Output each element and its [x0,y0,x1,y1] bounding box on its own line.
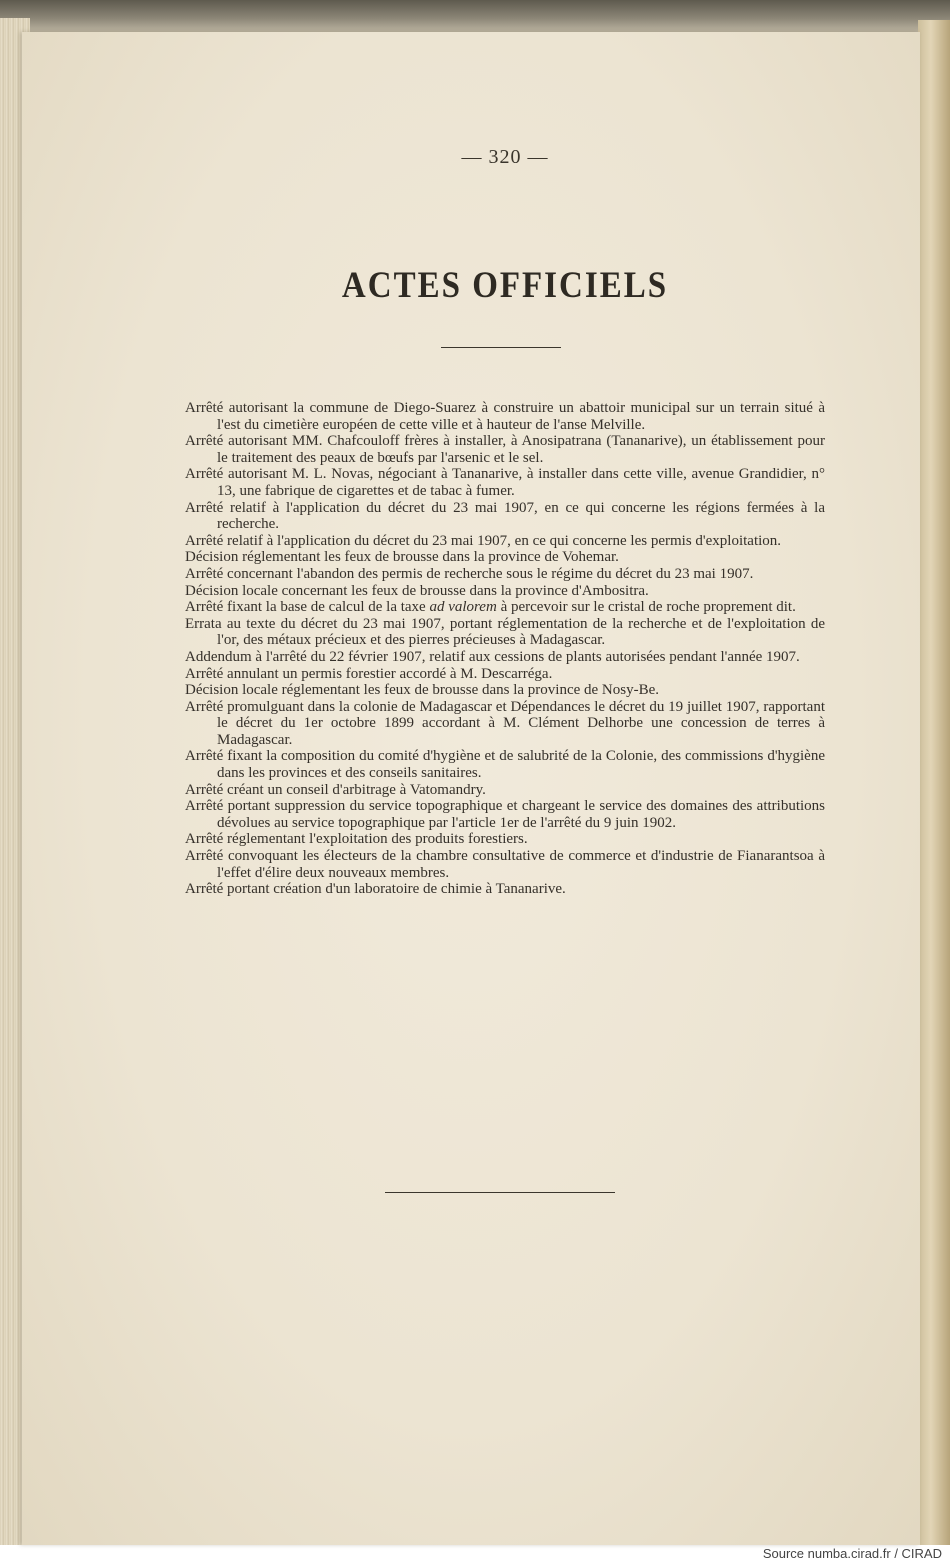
page-number: — 320 — [461,146,549,168]
act-entry: Arrêté fixant la composition du comité d'hygiène et de salubrité de la Colonie, des commissions d'hygiène dans les provinces et des conseils sanitaires. [185,748,825,782]
act-entry: Arrêté autorisant la commune de Diego-Suarez à construire un abattoir municipal sur un terrain situé à l'est du cimetière européen de cette ville et à hauteur de l'anse Melville. [185,400,825,433]
act-entry: Arrêté autorisant MM. Chafcouloff frères à installer, à Anosipatrana (Tananarive), un établissement pour le traitement des peaux de bœufs par l'arsenic et le sel. [185,433,825,466]
source-credit: Source numba.cirad.fr / CIRAD [762,1546,942,1561]
act-emphasis: ad valorem [429,599,497,616]
act-entry: Arrêté convoquant les électeurs de la chambre consultative de commerce et d'industrie de Fianarantsoa à l'effet d'élire deux nouveaux membres. [185,848,825,881]
act-entry: Décision locale réglementant les feux de brousse dans la province de Nosy-Be. [185,682,660,699]
act-entry: Addendum à l'arrêté du 22 février 1907, relatif aux cessions de plants autorisées pendant l'année 1907. [185,648,800,665]
act-entry: Arrêté portant création d'un laboratoire de chimie à Tananarive. [185,881,566,898]
act-entry: Décision réglementant les feux de brousse dans la province de Vohemar. [185,549,619,566]
title-divider [441,347,561,348]
act-entry: Arrêté promulguant dans la colonie de Madagascar et Dépendances le décret du 19 juillet 1907, rapportant le décret du 1er octobre 1899 accordant à M. Clément Delhorbe une concession de terres à Madagascar. [185,698,825,748]
act-entry: Arrêté concernant l'abandon des permis de recherche sous le régime du décret du 23 mai 1907. [185,565,754,582]
act-entry: Errata au texte du décret du 23 mai 1907, portant réglementation de la recherche et de l'exploitation de l'or, des métaux précieux et des pierres précieuses à Madagascar. [185,615,825,649]
act-entry: Arrêté relatif à l'application du décret du 23 mai 1907, en ce qui concerne les régions fermées à la recherche. [185,499,825,533]
act-entry: Arrêté annulant un permis forestier accordé à M. Descarréga. [185,665,553,682]
act-entry: Décision locale concernant les feux de brousse dans la province d'Ambositra. [185,582,649,599]
book-right-edge [918,20,950,1545]
acts-list [185,400,825,898]
act-entry: Arrêté créant un conseil d'arbitrage à Vatomandry. [185,781,486,798]
act-entry: Arrêté relatif à l'application du décret du 23 mai 1907, en ce qui concerne les permis d'exploitation. [185,532,782,549]
act-entry [185,599,825,616]
end-divider [385,1192,615,1193]
act-entry: Arrêté portant suppression du service topographique et chargeant le service des domaines des attributions dévolues au service topographique par l'article 1er de l'arrêté du 9 juin 1902. [185,798,825,831]
page-title: ACTES OFFICIELS [341,265,669,307]
act-text: à percevoir sur le cristal de roche proprement dit. [496,599,796,616]
act-entry: Arrêté autorisant M. L. Novas, négociant à Tananarive, à installer dans cette ville, avenue Grandidier, n° 13, une fabrique de cigarettes et de tabac à fumer. [185,466,825,499]
act-entry: Arrêté réglementant l'exploitation des produits forestiers. [185,831,528,848]
act-text: Arrêté fixant la base de calcul de la taxe [185,599,430,616]
